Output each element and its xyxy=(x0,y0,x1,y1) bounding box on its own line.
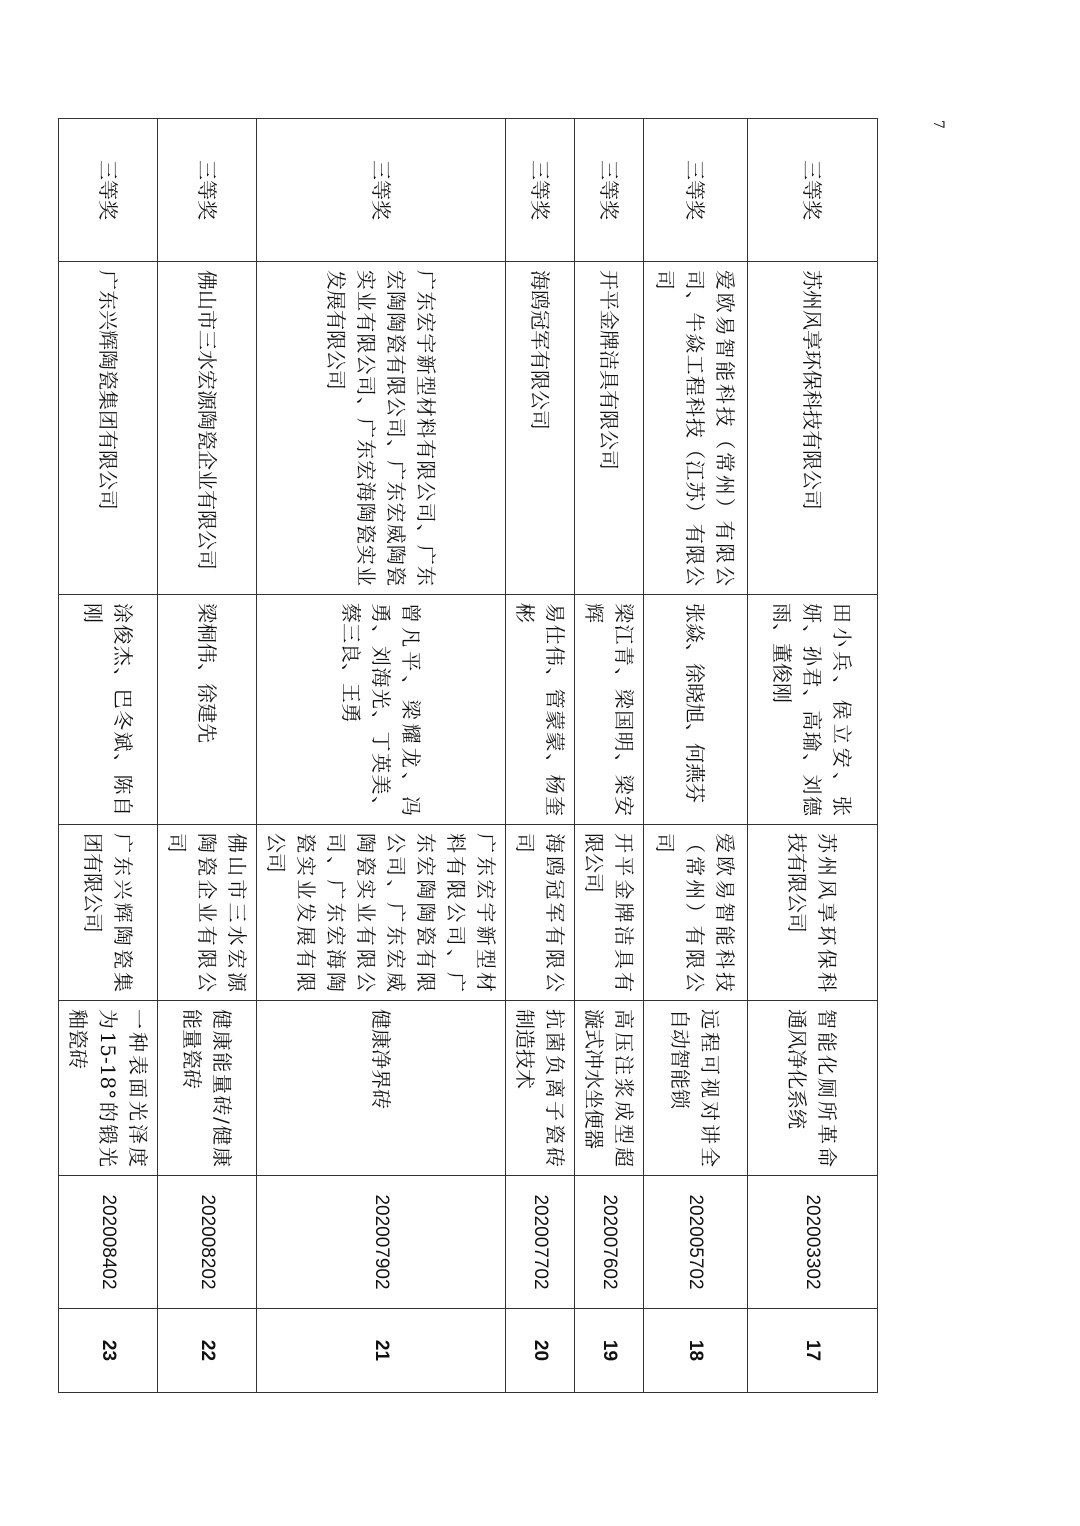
companies-cell: 佛山市三水宏源陶瓷企业有限公司 xyxy=(158,262,257,595)
award-cell: 三等奖 xyxy=(748,119,878,262)
companies-cell: 广东宏宇新型材料有限公司、广东宏陶陶瓷有限公司、广东宏威陶瓷实业有限公司、广东宏海陶瓷实业发展有限公司 xyxy=(257,262,506,595)
companies-cell: 开平金牌洁具有限公司 xyxy=(575,262,644,595)
applicant-cell: 苏州风享环保科技有限公司 xyxy=(748,825,878,1001)
table-row xyxy=(575,119,644,1393)
applicant-cell: 广东宏宇新型材料有限公司、广东宏陶陶瓷有限公司、广东宏威陶瓷实业有限公司、广东宏海陶瓷实业发展有限公司 xyxy=(257,825,506,1001)
code-cell: 202007902 xyxy=(257,1176,506,1309)
award-cell: 三等奖 xyxy=(257,119,506,262)
companies-cell: 爱欧易智能科技（常州）有限公司、牛焱工程科技（江苏）有限公司 xyxy=(644,262,748,595)
table-row xyxy=(644,119,748,1393)
applicant-cell: 爱欧易智能科技（常州）有限公司 xyxy=(644,825,748,1001)
serial-cell: 21 xyxy=(257,1309,506,1393)
serial-cell: 17 xyxy=(748,1309,878,1393)
table-row xyxy=(158,119,257,1393)
people-cell: 梁江青、梁国明、梁安辉 xyxy=(575,595,644,825)
serial-cell: 19 xyxy=(575,1309,644,1393)
companies-cell: 广东兴辉陶瓷集团有限公司 xyxy=(59,262,158,595)
companies-cell: 苏州风享环保科技有限公司 xyxy=(748,262,878,595)
companies-cell: 海鸥冠军有限公司 xyxy=(506,262,575,595)
awards-table xyxy=(58,118,878,1393)
table-row xyxy=(59,119,158,1393)
serial-cell: 22 xyxy=(158,1309,257,1393)
applicant-cell: 佛山市三水宏源陶瓷企业有限公司 xyxy=(158,825,257,1001)
people-cell: 梁桐伟、徐建先 xyxy=(158,595,257,825)
project-cell: 智能化厕所革命通风净化系统 xyxy=(748,1001,878,1176)
code-cell: 202007702 xyxy=(506,1176,575,1309)
code-cell: 202008202 xyxy=(158,1176,257,1309)
project-cell: 健康净界砖 xyxy=(257,1001,506,1176)
award-cell: 三等奖 xyxy=(644,119,748,262)
people-cell: 田小兵、侯立安、张妍、孙君、高瑜、刘德雨、董俊刚 xyxy=(748,595,878,825)
rotated-table-wrapper xyxy=(66,118,878,1392)
people-cell: 易仕伟、管蒙蒙、杨奎彬 xyxy=(506,595,575,825)
table-row xyxy=(748,119,878,1393)
applicant-cell: 海鸥冠军有限公司 xyxy=(506,825,575,1001)
code-cell: 202005702 xyxy=(644,1176,748,1309)
serial-cell: 20 xyxy=(506,1309,575,1393)
project-cell: 高压注浆成型超漩式冲水坐便器 xyxy=(575,1001,644,1176)
table-row xyxy=(257,119,506,1393)
project-cell: 一种表面光泽度为15-18°的锻光釉瓷砖 xyxy=(59,1001,158,1176)
table-row xyxy=(506,119,575,1393)
people-cell: 张焱、徐晓旭、何燕芬 xyxy=(644,595,748,825)
serial-cell: 23 xyxy=(59,1309,158,1393)
award-cell: 三等奖 xyxy=(506,119,575,262)
page-number: 7 xyxy=(930,120,946,129)
people-cell: 涂俊杰、巴冬斌、陈自刚 xyxy=(59,595,158,825)
award-cell: 三等奖 xyxy=(158,119,257,262)
code-cell: 202008402 xyxy=(59,1176,158,1309)
project-cell: 抗菌负离子瓷砖制造技术 xyxy=(506,1001,575,1176)
applicant-cell: 广东兴辉陶瓷集团有限公司 xyxy=(59,825,158,1001)
serial-cell: 18 xyxy=(644,1309,748,1393)
project-cell: 远程可视对讲全自动智能锁 xyxy=(644,1001,748,1176)
people-cell: 曾凡平、梁耀龙、冯勇、刘海光、丁英美、蔡三良、王勇 xyxy=(257,595,506,825)
project-cell: 健康能量砖/健康能量瓷砖 xyxy=(158,1001,257,1176)
award-cell: 三等奖 xyxy=(575,119,644,262)
code-cell: 202007602 xyxy=(575,1176,644,1309)
applicant-cell: 开平金牌洁具有限公司 xyxy=(575,825,644,1001)
code-cell: 202003302 xyxy=(748,1176,878,1309)
award-cell: 三等奖 xyxy=(59,119,158,262)
